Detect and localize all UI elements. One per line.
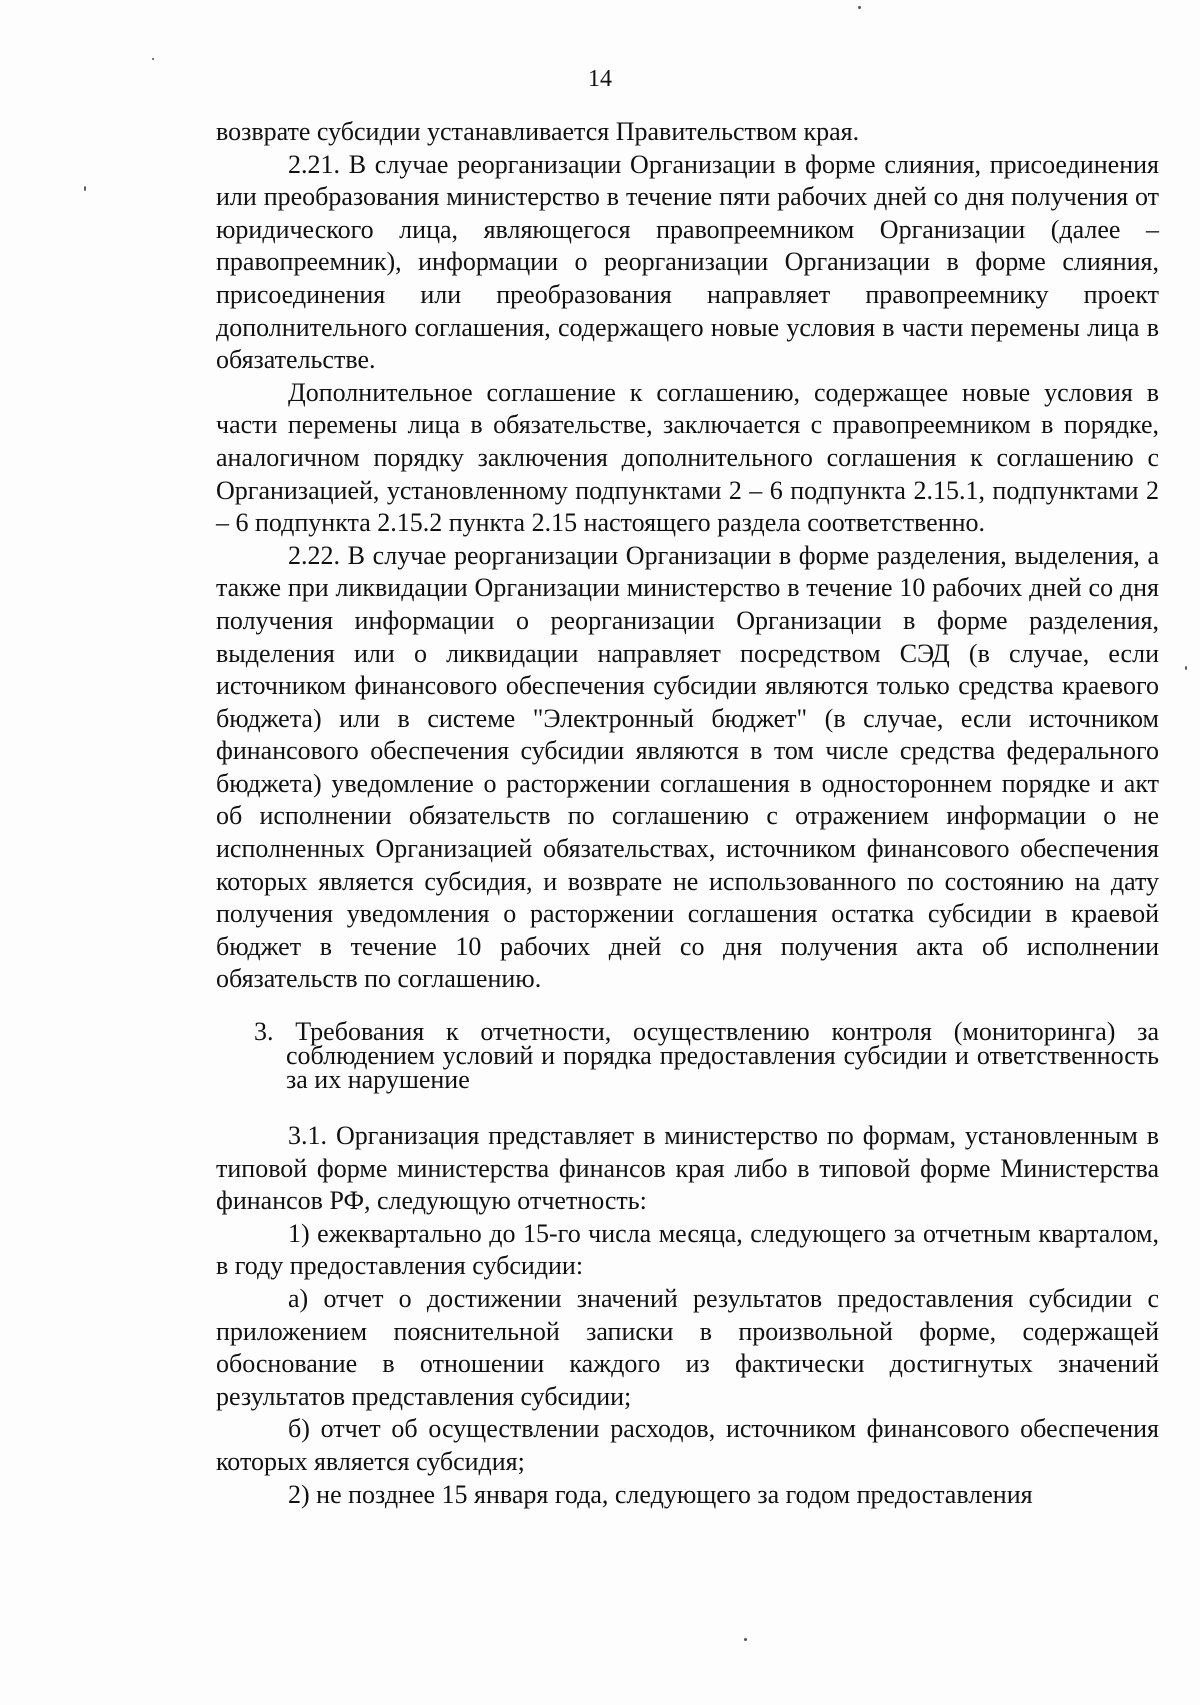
page-number: 14 bbox=[588, 66, 612, 92]
paragraph-additional-agreement: Дополнительное соглашение к соглашению, содержащее новые условия в части перемены лица в обязательстве, заключается с правопреемником в порядке, аналогичном порядку заключения дополнительного соглашения к соглашению с Организацией, установленному подпунктами 2 – 6 подпункта 2.15.1, подпунктами 2 – 6 подпункта 2.15.2 пункта 2.15 настоящего раздела соответственно. bbox=[216, 377, 1159, 538]
paragraph-3-1: 3.1. Организация представляет в министерство по формам, установленным в типовой форме министерства финансов края либо в типовой форме Министерства финансов РФ, следующую отчетность: bbox=[216, 1121, 1159, 1216]
paragraph-continuation: возврате субсидии устанавливается Правительством края. bbox=[216, 117, 860, 146]
list-item-b: б) отчет об осуществлении расходов, источником финансового обеспечения которых является субсидия; bbox=[216, 1414, 1159, 1476]
scan-speck bbox=[1185, 666, 1187, 670]
scan-speck bbox=[84, 186, 86, 191]
document-body bbox=[216, 116, 1159, 1511]
list-item-a: а) отчет о достижении значений результатов предоставления субсидии с приложением пояснительной записки в произвольной форме, содержащей обоснование в отношении каждого из фактически достигнутых значений результатов представления субсидии; bbox=[216, 1284, 1159, 1411]
section-3-heading: 3. Требования к отчетности, осуществлению контроля (мониторинга) за соблюдением условий и порядка предоставления субсидии и ответственность за их нарушение bbox=[254, 1017, 1159, 1095]
scan-speck bbox=[152, 58, 154, 60]
paragraph-2-21: 2.21. В случае реорганизации Организации в форме слияния, присоединения или преобразования министерство в течение пяти рабочих дней со дня получения от юридического лица, являющегося правопреемником Организации (далее – правопреемник), информации о реорганизации Организации в форме слияния, присоединения или преобразования направляет правопреемнику проект дополнительного соглашения, содержащего новые условия в части перемены лица в обязательстве. bbox=[216, 149, 1159, 375]
scan-speck bbox=[744, 1638, 747, 1641]
paragraph-2-22: 2.22. В случае реорганизации Организации в форме разделения, выделения, а также при ликвидации Организации министерство в течение 10 рабочих дней со дня получения информации о реорганизации Организации в форме разделения, выделения или о ликвидации направляет посредством СЭД (в случае, если источником финансового обеспечения субсидии являются только средства краевого бюджета) или в системе "Электронный бюджет" (в случае, если источником финансового обеспечения субсидии являются в том числе средства федерального бюджета) уведомление о расторжении соглашения в одностороннем порядке и акт об исполнении обязательств по соглашению с отражением информации о не исполненных Организацией обязательствах, источником финансового обеспечения которых является субсидия, и возврате не использованного по состоянию на дату получения уведомления о расторжении соглашения остатка субсидии в краевой бюджет в течение 10 рабочих дней со дня получения акта об исполнении обязательств по соглашению. bbox=[216, 540, 1159, 994]
scan-speck bbox=[858, 6, 861, 9]
list-item-1: 1) ежеквартально до 15-го числа месяца, следующего за отчетным кварталом, в году предоставления субсидии: bbox=[216, 1218, 1159, 1281]
list-item-2: 2) не позднее 15 января года, следующего за годом предоставления bbox=[288, 1479, 1033, 1509]
